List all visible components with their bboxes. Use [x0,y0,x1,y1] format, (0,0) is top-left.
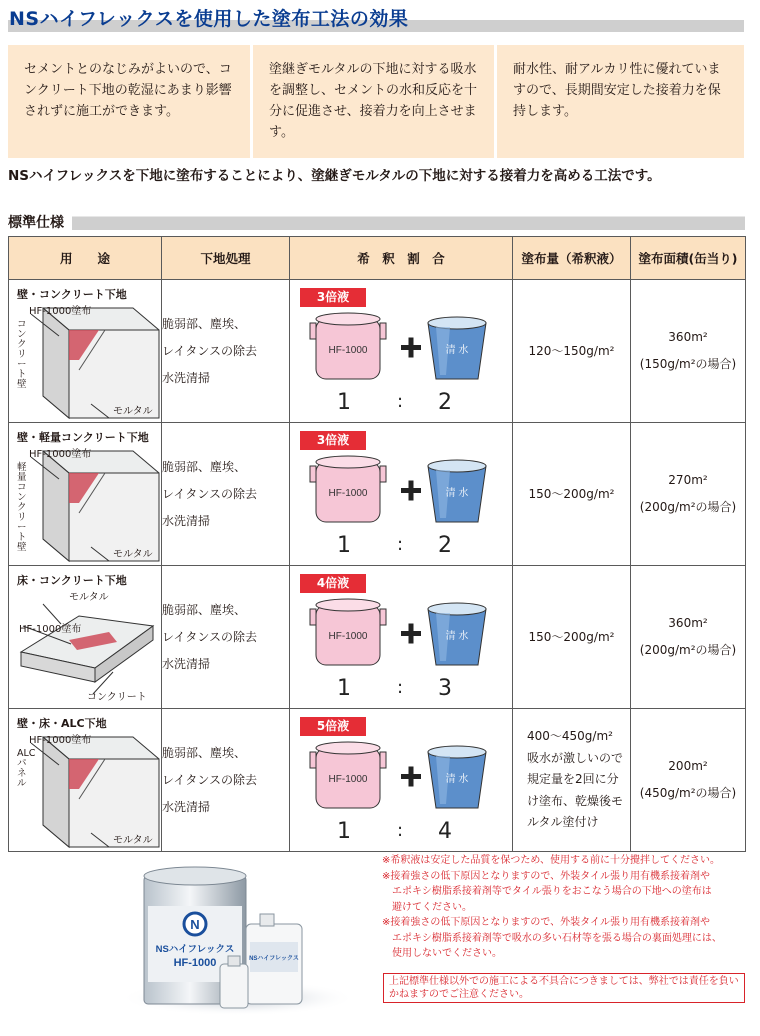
area-note: (450g/m²の場合) [639,786,737,800]
use-label: 壁・コンクリート下地 [17,288,127,301]
intro-text: NSハイフレックスを下地に塗布することにより、塗継ぎモルタルの下地に対する接着力を高める工法です。 [8,168,661,184]
can-label: HF-1000 [328,631,368,642]
area-cell [631,709,746,852]
amount-cell [513,709,631,852]
amount-cell [513,423,631,566]
logo-letter: N [190,917,200,932]
hf1000-can-icon [310,742,386,808]
prep-line: レイタンスの除去 [162,343,258,358]
table-row [9,280,746,423]
amount-cell [513,280,631,423]
header-use: 用 途 [9,237,162,280]
dilution-cell [290,280,513,423]
dilution-badge: 4倍液 [300,574,366,593]
use-cell [9,280,162,423]
ratio-right: 2 [438,533,452,558]
use-label: 壁・床・ALC下地 [17,717,107,730]
use-label: 壁・軽量コンクリート下地 [17,431,149,444]
water-bucket-icon [428,746,486,808]
plus-icon [401,338,421,358]
amount-line: 吸水が激しいので [527,750,624,765]
table-row [9,423,746,566]
water-bucket-icon [428,603,486,665]
can-label: HF-1000 [328,488,368,499]
bottle-label: NSハイフレックス [249,956,299,962]
base-label: コンクリート壁 [17,319,27,390]
ratio-right: 2 [438,390,452,415]
dilution-cell [290,423,513,566]
area-value: 360m² [668,616,708,630]
use-cell [9,709,162,852]
water-bucket-icon [428,460,486,522]
area-value: 270m² [668,473,708,487]
use-cell [9,566,162,709]
prep-line: 脆弱部、塵埃、 [162,316,247,331]
table-row [9,566,746,709]
page-title: NSハイフレックスを使用した塗布工法の効果 [9,8,409,30]
amount-line: 150～200g/m² [528,486,615,501]
amount-line: 150～200g/m² [528,629,615,644]
area-cell [631,423,746,566]
bucket-label: 清 水 [445,774,469,785]
amount-cell [513,566,631,709]
disclaimer-box: 上記標準仕様以外での施工による不具合につきましては、弊社では責任を負いかねますのでご注意ください。 [383,973,745,1003]
note-line: 使用しないでください。 [382,948,502,959]
amount-line: 120～150g/m² [528,343,615,358]
spec-table [8,236,746,852]
plus-icon [401,767,421,787]
coat-label: HF-1000塗布 [29,306,92,317]
ratio-left: 1 [337,819,351,844]
dilution-badge: 3倍液 [300,288,366,307]
benefit-box-3: 耐水性、耐アルカリ性に優れていますので、長期間安定した接着力を保持します。 [497,45,744,158]
coat-label: HF-1000塗布 [19,624,82,635]
prep-line: 脆弱部、塵埃、 [162,602,247,617]
section-title: 標準仕様 [8,212,72,232]
ratio-separator: : [396,391,404,412]
coat-label: HF-1000塗布 [29,735,92,746]
prep-cell [162,423,290,566]
prep-line: 水洗清掃 [162,370,211,385]
note-line: 避けてください。 [382,901,472,913]
hf1000-can-icon [310,456,386,522]
small-bottle [220,956,248,1008]
note-line: ※希釈液は安定した品質を保つため、使用する前に十分攪拌してください。 [382,855,720,866]
amount-line: ルタル塗付け [527,815,599,830]
prep-cell [162,566,290,709]
note-line: エポキシ樹脂系接着剤等で吸水の多い石材等を張る場合の裏面処理には、 [382,932,722,944]
can-label: HF-1000 [328,345,368,356]
big-can-model: HF-1000 [173,957,217,969]
use-label: 床・コンクリート下地 [17,574,127,587]
section-bar [8,213,745,230]
ratio-separator: : [396,820,404,841]
coat-label: HF-1000塗布 [29,449,92,460]
prep-line: 水洗清掃 [162,513,211,528]
plus-icon [401,624,421,644]
mortar-label: モルタル [113,406,153,417]
base-label: 軽量コンクリート壁 [17,462,27,553]
prep-line: 脆弱部、塵埃、 [162,459,247,474]
ratio-separator: : [396,534,404,555]
area-cell [631,566,746,709]
dilution-cell [290,709,513,852]
prep-line: レイタンスの除去 [162,629,258,644]
prep-line: レイタンスの除去 [162,772,258,787]
area-note: (150g/m²の場合) [639,357,737,371]
mortar-label: モルタル [113,549,153,560]
amount-line: 規定量を2回に分 [527,772,619,787]
bottle [246,914,302,1004]
amount-line: 400～450g/m² [527,729,613,744]
note-line: エポキシ樹脂系接着剤等でタイル張りをおこなう場合の下地への塗布は [382,886,712,897]
area-note: (200g/m²の場合) [639,500,737,514]
ratio-right: 3 [438,676,452,701]
dilution-badge: 5倍液 [300,717,366,736]
header-dilution: 希 釈 割 合 [290,237,513,280]
bucket-label: 清 水 [445,488,469,499]
area-value: 360m² [668,330,708,344]
hf1000-can-icon [310,313,386,379]
benefit-box-2: 塗継ぎモルタルの下地に対する吸水を調整し、セメントの水和反応を十分に促進させ、接着力を向上させます。 [253,45,497,158]
bucket-label: 清 水 [445,345,469,356]
area-cell [631,280,746,423]
prep-line: 水洗清掃 [162,656,211,671]
water-bucket-icon [428,317,486,379]
mortar-label: モルタル [113,835,153,846]
header-area: 塗布面積(缶当り) [631,237,746,280]
header-amount: 塗布量（希釈液） [513,237,631,280]
bucket-label: 清 水 [445,631,469,642]
dilution-badge: 3倍液 [300,431,366,450]
ratio-left: 1 [337,533,351,558]
area-value: 200m² [668,759,708,773]
prep-cell [162,280,290,423]
amount-line: け塗布、乾燥後モ [527,793,624,808]
base-label: コンクリート [87,692,147,703]
prep-line: 水洗清掃 [162,799,211,814]
ratio-left: 1 [337,390,351,415]
note-line: ※接着強さの低下原因となりますので、外装タイル張り用有機系接着剤や [382,870,710,882]
ratio-separator: : [396,677,404,698]
dilution-cell [290,566,513,709]
base-label: ALCパネル [17,748,36,789]
area-note: (200g/m²の場合) [639,643,737,657]
prep-cell [162,709,290,852]
header-prep: 下地処理 [162,237,290,280]
mortar-label: モルタル [69,592,109,603]
big-can-brand: NSハイフレックス [155,944,235,955]
use-cell [9,423,162,566]
ratio-left: 1 [337,676,351,701]
prep-line: レイタンスの除去 [162,486,258,501]
plus-icon [401,481,421,501]
table-row [9,709,746,852]
prep-line: 脆弱部、塵埃、 [162,745,247,760]
note-line: ※接着強さの低下原因となりますので、外装タイル張り用有機系接着剤や [382,917,710,928]
benefit-box-1: セメントとのなじみがよいので、コンクリート下地の乾湿にあまり影響されずに施工ができます。 [8,45,253,158]
table-header-row [9,237,746,280]
can-label: HF-1000 [328,774,368,785]
product-photo [118,858,358,1018]
ratio-right: 4 [438,819,452,844]
hf1000-can-icon [310,599,386,665]
